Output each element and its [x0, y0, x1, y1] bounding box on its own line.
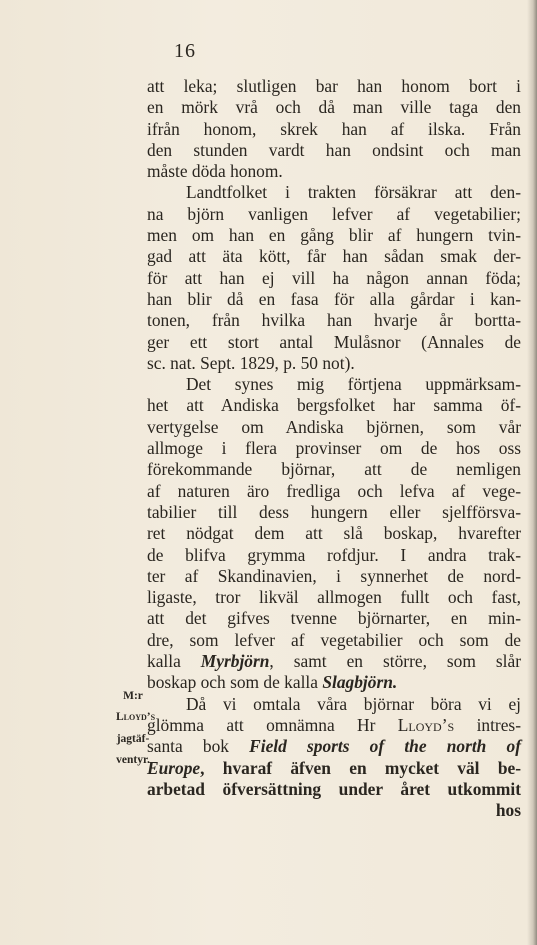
- text-line: allmoge i flera provinser om de hos oss: [147, 438, 521, 459]
- text-line: tonen, från hvilka han hvarje år bortta-: [147, 310, 521, 331]
- text-line: ter af Skandinavien, i synnerhet de nord-: [147, 565, 521, 586]
- author-name: Lloyd’s: [397, 714, 455, 735]
- text-line: tabilier till dess hungern eller sjelfförsva-: [147, 501, 521, 522]
- text-line: na björn vanligen lefver af vegetabilier;: [147, 203, 521, 224]
- text-line: för att han ej vill ha någon annan föda;: [147, 267, 521, 288]
- text-run: , samt en större, som slår: [269, 651, 522, 672]
- text-line: ret nödgat dem att slå boskap, hvarefter: [147, 523, 521, 544]
- text-run: boskap och som de kalla: [147, 672, 318, 693]
- text-line: [147, 736, 521, 757]
- species-name-myrbjorn: Myrbjörn: [200, 651, 270, 672]
- text-line: [147, 672, 521, 693]
- text-run: intres-: [476, 714, 521, 735]
- text-line: sc. nat. Sept. 1829, p. 50 not).: [147, 352, 355, 373]
- margin-note: [116, 686, 156, 771]
- text-line: Landtfolket i trakten försäkrar att den-: [186, 182, 521, 203]
- margin-note-line: Lloyd’s: [116, 711, 156, 724]
- text-run: santa bok: [147, 736, 229, 757]
- margin-note-line: ventyr.: [116, 753, 150, 766]
- text-line: Det synes mig förtjena uppmärksam-: [186, 374, 521, 395]
- text-line: måste döda honom.: [147, 161, 283, 182]
- text-line: de blifva grymma rofdjur. I andra trak-: [147, 544, 521, 565]
- text-line: förekommande björnar, att de nemligen: [147, 459, 521, 480]
- text-line: ligaste, tror likväl allmogen fullt och fast,: [147, 587, 521, 608]
- text-run: glömma att omnämna Hr: [147, 714, 376, 735]
- text-line: att det gifves tvenne björnarter, en min-: [147, 608, 521, 629]
- page-edge-shadow: [527, 0, 537, 945]
- text-line: vertygelse om Andiska björnen, som vår: [147, 416, 521, 437]
- text-line: dre, som lefver af vegetabilier och som de: [147, 629, 521, 650]
- text-line: men om han en gång blir af hungern tvin-: [147, 225, 521, 246]
- margin-note-line: M:r: [123, 690, 143, 702]
- text-line: af naturen äro fredliga och lefva af vege-: [147, 480, 521, 501]
- book-title: Field sports of the north of: [249, 736, 521, 757]
- text-line: hos: [495, 800, 521, 821]
- text-line: [147, 758, 521, 779]
- text-run: , hvaraf äfven en mycket väl be-: [200, 757, 521, 778]
- text-run: kalla: [147, 651, 181, 672]
- body-text: [147, 76, 521, 821]
- book-title-continued: Europe: [147, 757, 201, 778]
- text-line: het att Andiska bergsfolket har samma öf-: [147, 395, 521, 416]
- text-line: han blir då en fasa för alla gårdar i kan-: [147, 288, 521, 309]
- text-line: Då vi omtala våra björnar böra vi ej: [186, 693, 521, 714]
- text-line: arbetad öfversättning under året utkommit: [147, 778, 521, 799]
- text-line: en mörk vrå och då man ville taga den: [147, 97, 521, 118]
- margin-note-line: jagtäf-: [116, 732, 150, 745]
- text-line: den stunden vardt han ondsint och man: [147, 139, 521, 160]
- text-line: att leka; slutligen bar han honom bort i: [147, 76, 521, 96]
- text-line: gad att äta kött, får han sådan smak der-: [147, 246, 521, 267]
- text-line: [147, 651, 521, 672]
- text-line: ifrån honom, skrek han af ilska. Från: [147, 118, 521, 139]
- page-number: 16: [174, 40, 196, 62]
- species-name-slagbjorn: Slagbjörn.: [322, 672, 398, 693]
- text-line: [147, 715, 521, 736]
- text-line: ger ett stort antal Mulåsnor (Annales de: [147, 331, 521, 352]
